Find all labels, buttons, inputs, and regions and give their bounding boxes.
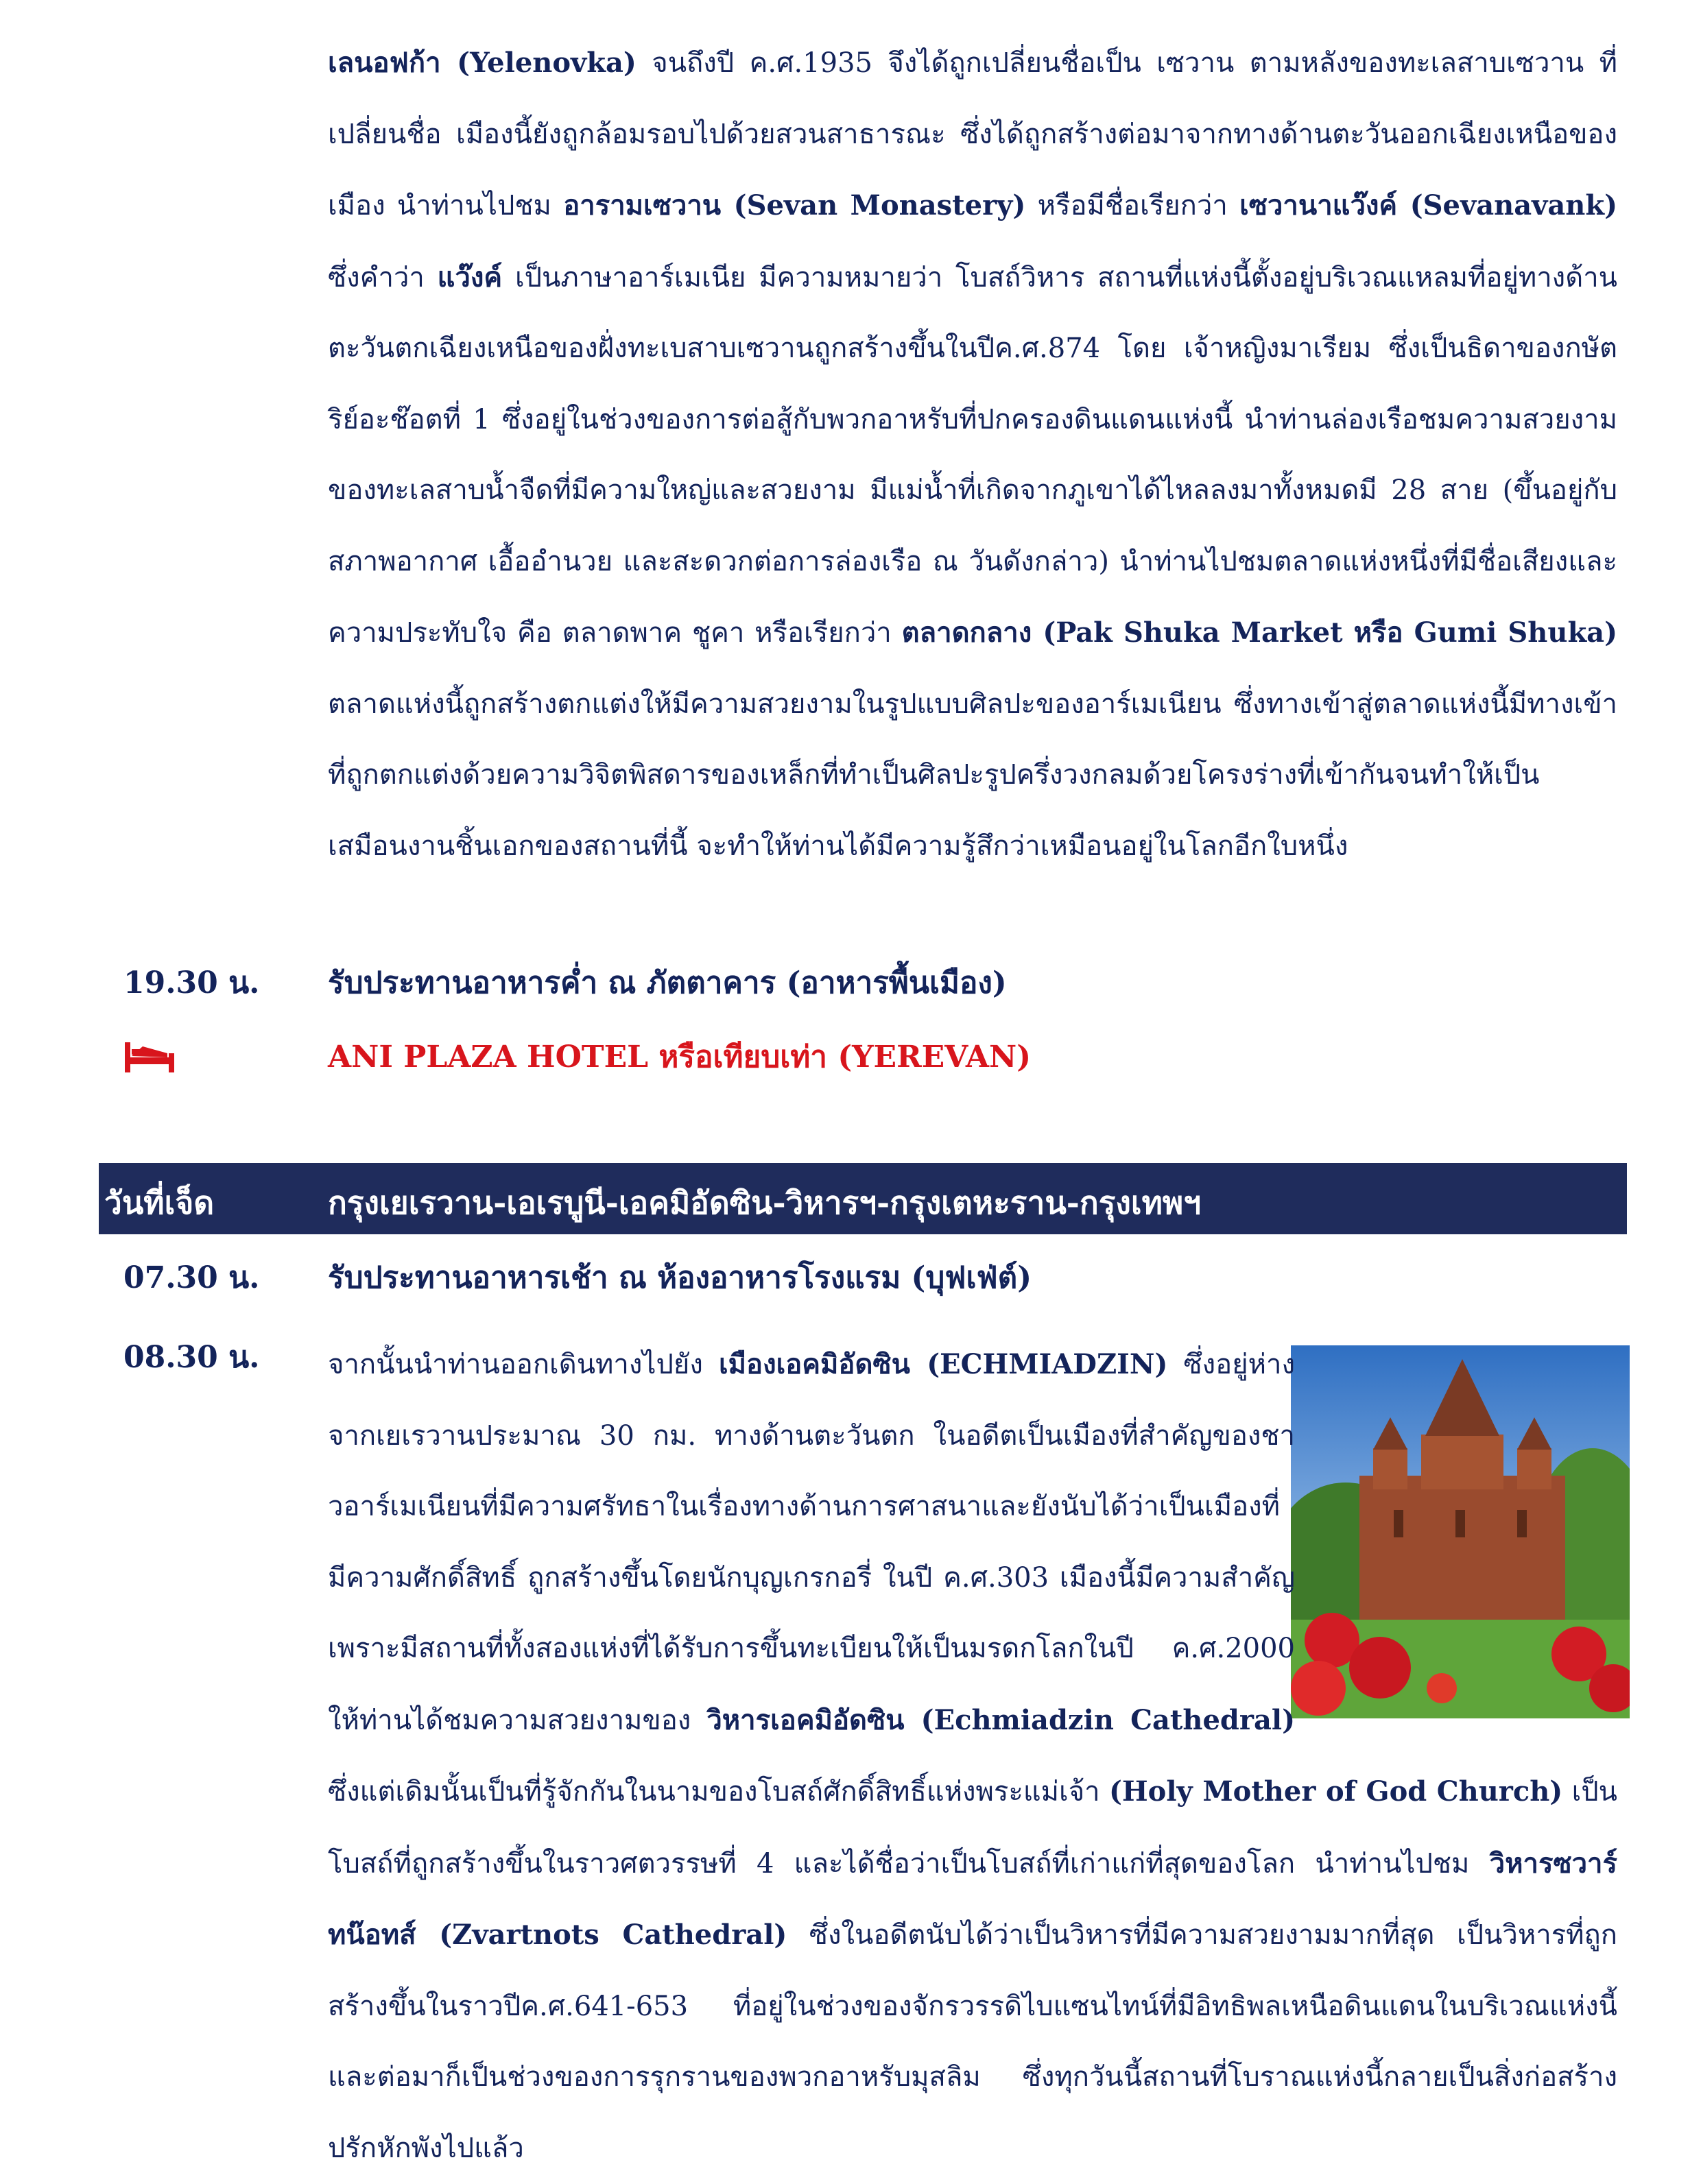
dinner-text: รับประทานอาหารค่ำ ณ ภัตตาคาร (อาหารพื้นเมือง)	[328, 965, 1007, 1000]
morning-text-4: เป็นโบสถ์ที่ถูกสร้างขึ้นในราวศตวรรษที่ 4 และได้ชื่อว่าเป็นโบสถ์ที่เก่าแก่ที่สุดของโลก นำท่านไปชม	[328, 1776, 1617, 1880]
morning-text-2: ซึ่งอยู่ห่างจากเยเรวานประมาณ 30 กม. ทางด้านตะวันตก ในอดีตเป็นเมืองที่สำคัญของชาวอาร์เมเนียนที่มีความศรัทธาในเรื่องทางด้านการศาสนาและยังนับได้ว่าเป็นเมืองที่มีความศักดิ์สิทธิ์ ถูกสร้างขึ้นโดยนักบุญเกรกอรี่ ในปี ค.ศ.303 เมืองนี้มีความสำคัญเพราะมีสถานที่ทั้งสองแห่งที่ได้รับการขึ้นทะเบียนให้เป็นมรดกโลกในปี ค.ศ.2000 ให้ท่านได้ชมความสวยงามของ	[328, 1349, 1296, 1736]
zvartnots-cathedral-name: วิหารซวาร์ทน๊อทส์ (Zvartnots Cathedral)	[328, 1847, 1617, 1951]
sevan-monastery-name: อารามเซวาน (Sevan Monastery)	[563, 189, 1026, 221]
intro-text-4: เป็นภาษาอาร์เมเนีย มีความหมายว่า โบสถ์วิหาร สถานที่แห่งนี้ตั้งอยู่บริเวณแหลมที่อยู่ทางด้านตะวันตกเฉียงเหนือของฝั่งทะเบสาบเซวานถูกสร้างขึ้นในปีค.ศ.874 โดย เจ้าหญิงมาเรียม ซึ่งเป็นธิดาของกษัตริย์อะช๊อตที่ 1 ซึ่งอยู่ในช่วงของการต่อสู้กับพวกอาหรับที่ปกครองดินแดนแห่งนี้ นำท่านล่องเรือชมความสวยงามของทะเลสาบน้ำจืดที่มีความใหญ่และสวยงาม มีแม่น้ำที่เกิดจากภูเขาได้ไหลลงมาทั้งหมดมี 28 สาย (ขึ้นอยู่กับสภาพอากาศ เอื้ออำนวย และสะดวกต่อการล่องเรือ ณ วันดังกล่าว) นำท่านไปชมตลาดแห่งหนึ่งที่มีชื่อเสียงและความประทับใจ คือ ตลาดพาค ชูคา หรือเรียกว่า	[328, 261, 1618, 649]
intro-paragraph	[328, 27, 1617, 882]
morning-time: 08.30 น.	[123, 1340, 260, 1375]
photo-spacer	[1295, 1329, 1617, 1713]
holy-mother-church-name: (Holy Mother of God Church)	[1108, 1775, 1563, 1808]
morning-text-3: ซึ่งแต่เดิมนั้นเป็นที่รู้จักกันในนามของโบสถ์ศักดิ์สิทธิ์แห่งพระแม่เจ้า	[328, 1776, 1109, 1808]
morning-text-1: จากนั้นนำท่านออกเดินทางไปยัง	[328, 1349, 719, 1380]
echmiadzin-cathedral-name: วิหารเอคมิอัดซิน (Echmiadzin Cathedral)	[706, 1703, 1296, 1736]
sevanavank-name: เซวานาแว๊งค์ (Sevanavank)	[1239, 189, 1618, 221]
morning-text-5: ซึ่งในอดีตนับได้ว่าเป็นวิหารที่มีความสวยงามมากที่สุด เป็นวิหารที่ถูกสร้างขึ้นในราวปีค.ศ.641-653 ที่อยู่ในช่วงของจักรวรรดิไบแซนไทน์ที่มีอิทธิพลเหนือดินแดนในบริเวณแห่งนี้ และต่อมาก็เป็นช่วงของการรุกรานของพวกอาหรับมุสลิม ซึ่งทุกวันนี้สถานที่โบราณแห่งนี้กลายเป็นสิ่งก่อสร้างปรักหักพังไปแล้ว	[328, 1919, 1617, 2164]
intro-text-2: หรือมีชื่อเรียกว่า	[1025, 190, 1240, 221]
day-label: วันที่เจ็ด	[104, 1184, 215, 1221]
vank-term: แว๊งค์	[437, 261, 503, 293]
pak-shuka-name: ตลาดกลาง (Pak Shuka Market หรือ Gumi Shuka)	[901, 616, 1617, 649]
intro-text-3: ซึ่งคำว่า	[328, 261, 438, 293]
bed-icon	[122, 1035, 177, 1077]
intro-text-1: จนถึงปี ค.ศ.1935 จึงได้ถูกเปลี่ยนชื่อเป็น เซวาน ตามหลังของทะเลสาบเซวาน ที่เปลี่ยนชื่อ เมืองนี้ยังถูกล้อมรอบไปด้วยสวนสาธารณะ ซึ่งได้ถูกสร้างต่อมาจากทางด้านตะวันออกเฉียงเหนือของเมือง นำท่านไปชม	[328, 47, 1617, 221]
intro-text-5: ตลาดแห่งนี้ถูกสร้างตกแต่งให้มีความสวยงามในรูปแบบศิลปะของอาร์เมเนียน ซึ่งทางเข้าสู่ตลาดแห่งนี้มีทางเข้าที่ถูกตกแต่งด้วยความวิจิตพิสดารของเหล็กที่ทำเป็นศิลปะรูปครึ่งวงกลมด้วยโครงร่างที่เข้ากันจนทำให้เป็นเสมือนงานชิ้นเอกของสถานที่นี้ จะทำให้ท่านได้มีความรู้สึกว่าเหมือนอยู่ในโลกอีกใบหนึ่ง	[328, 688, 1617, 862]
morning-paragraph	[328, 1329, 1617, 2184]
yelenovka-name: เลนอฟก้า (Yelenovka)	[328, 47, 637, 79]
hotel-name: ANI PLAZA HOTEL หรือเทียบเท่า (YEREVAN)	[328, 1040, 1032, 1075]
day-route: กรุงเยเรวาน-เอเรบูนี-เอคมิอัดซิน-วิหารฯ-กรุงเตหะราน-กรุงเทพฯ	[328, 1184, 1202, 1221]
breakfast-text: รับประทานอาหารเช้า ณ ห้องอาหารโรงแรม (บุฟเฟ่ต์)	[328, 1260, 1032, 1295]
dinner-time: 19.30 น.	[123, 965, 260, 1000]
day-header	[99, 1163, 1627, 1234]
echmiadzin-name: เมืองเอคมิอัดซิน (ECHMIADZIN)	[719, 1348, 1168, 1380]
breakfast-time: 07.30 น.	[123, 1260, 260, 1295]
